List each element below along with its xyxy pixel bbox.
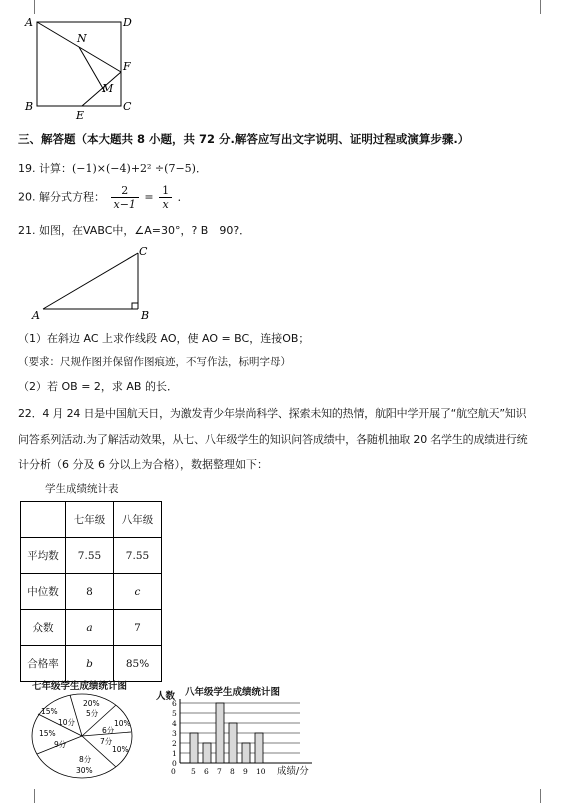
x-tick-label: 5 (191, 767, 196, 776)
y-tick-label: 6 (172, 699, 177, 708)
label-C: C (123, 100, 132, 113)
question-21-note: （要求：尺规作图并保留作图痕迹，不写作法，标明字母） (18, 356, 291, 368)
label-F: F (123, 60, 131, 73)
pie-pct-9: 15% (39, 729, 56, 738)
table-cell: 中位数 (21, 574, 66, 610)
x-tick-label: 10 (256, 767, 266, 776)
table-cell: 7.55 (114, 538, 162, 574)
bar-chart (160, 697, 340, 777)
table-cell: 合格率 (21, 646, 66, 682)
y-tick-label: 4 (172, 719, 177, 728)
y-tick-label: 3 (172, 729, 177, 738)
pie-label-6: 6分 (102, 726, 115, 735)
bar-5 (190, 733, 198, 763)
y-tick-label: 2 (172, 739, 177, 748)
stats-table (20, 501, 162, 682)
y-tick-label: 0 (172, 759, 177, 768)
label-D: D (123, 16, 132, 29)
crop-mark-top-right (540, 0, 555, 14)
pie-chart-title: 七年级学生成绩统计图 (32, 681, 128, 692)
label-M: M (102, 82, 114, 95)
bar-chart-xlabel: 成绩/分 (277, 766, 309, 777)
label-A: A (25, 16, 33, 29)
question-22-line-3: 计分析（6 分及 6 分以上为合格），数据整理如下： (18, 458, 268, 471)
table-row (21, 538, 162, 574)
pie-label-9: 9分 (54, 740, 67, 749)
question-20-prefix: 20. 解分式方程： (18, 190, 105, 204)
pie-pct-5: 20% (83, 699, 100, 708)
triangle-label-C: C (139, 245, 148, 258)
table-cell: a (66, 610, 114, 646)
bar-9 (242, 743, 250, 763)
pie-label-10: 10分 (58, 718, 76, 727)
x-tick-label: 6 (204, 767, 209, 776)
table-title: 学生成绩统计表 (45, 483, 119, 495)
bar-10 (255, 733, 263, 763)
x-tick-label: 9 (243, 767, 248, 776)
triangle-label-B: B (141, 309, 150, 322)
table-row (21, 574, 162, 610)
question-22-line-1: 22．4 月 24 日是中国航天日，为激发青少年崇尚科学、探索未知的热情，航阳中学开展了“航空航天”知识 (18, 407, 527, 420)
pie-pct-10: 15% (41, 707, 58, 716)
question-19-prefix: 19. 计算： (18, 162, 72, 175)
table-cell: 平均数 (21, 538, 66, 574)
question-21: 21. 如图，在VABC中，∠A=30°，? B 90?． (18, 224, 251, 237)
question-19 (18, 160, 207, 176)
table-header-cell (21, 502, 66, 538)
pie-pct-6: 10% (114, 719, 131, 728)
table-cell: b (66, 646, 114, 682)
x-tick-label: 8 (230, 767, 235, 776)
table-row (21, 610, 162, 646)
square-figure (22, 14, 142, 124)
pie-pct-7: 10% (112, 745, 129, 754)
table-cell: 8 (66, 574, 114, 610)
crop-mark-bottom-right (540, 789, 555, 803)
table-cell: 85% (114, 646, 162, 682)
bar-7 (216, 703, 224, 763)
table-header-cell: 八年级 (114, 502, 162, 538)
triangle-label-A: A (32, 309, 40, 322)
table-cell: c (114, 574, 162, 610)
x-tick-label: 7 (217, 767, 222, 776)
question-22-line-2: 问答系列活动.为了解活动效果，从七、八年级学生的知识问答成绩中，各随机抽取 20 名学生的成绩进行统 (18, 433, 528, 446)
fraction-right: $\frac{1}{x}$ (159, 184, 172, 211)
table-row (21, 646, 162, 682)
question-20 (18, 184, 189, 211)
question-19-expression: (−1)×(−4)+2² ÷(7−5)． (72, 162, 207, 175)
pie-label-8: 8分 (79, 755, 92, 764)
table-cell: 7 (114, 610, 162, 646)
crop-mark-bottom-left (20, 789, 35, 803)
table-cell: 7.55 (66, 538, 114, 574)
pie-chart (30, 692, 135, 780)
y-tick-label: 5 (172, 709, 177, 718)
bar-chart-ylabel: 人数 (156, 691, 176, 702)
pie-label-7: 7分 (100, 737, 113, 746)
question-21-part-1: （1）在斜边 AC 上求作线段 AO，使 AO = BC，连接OB； (18, 332, 310, 345)
crop-mark-top-left (20, 0, 35, 14)
question-21-part-2: （2）若 OB = 2，求 AB 的长． (18, 380, 178, 393)
y-tick-label: 1 (172, 749, 177, 758)
fraction-left: $\frac{2}{x-1}$ (111, 184, 139, 211)
section-heading: 三、解答题（本大题共 8 小题，共 72 分.解答应写出文字说明、证明过程或演算步骤.） (18, 132, 470, 146)
bar-8 (229, 723, 237, 763)
label-B: B (25, 100, 34, 113)
label-E: E (76, 109, 85, 122)
bar-6 (203, 743, 211, 763)
triangle-figure (28, 243, 158, 323)
pie-pct-8: 30% (76, 766, 93, 775)
question-20-suffix: ． (177, 190, 189, 204)
label-N: N (77, 32, 87, 45)
pie-label-5: 5分 (86, 709, 99, 718)
equals-sign: = (144, 190, 154, 204)
table-header-cell: 七年级 (66, 502, 114, 538)
origin-label: 0 (171, 767, 176, 776)
bar-chart-title: 八年级学生成绩统计图 (185, 687, 281, 698)
table-cell: 众数 (21, 610, 66, 646)
table-header-row (21, 502, 162, 538)
